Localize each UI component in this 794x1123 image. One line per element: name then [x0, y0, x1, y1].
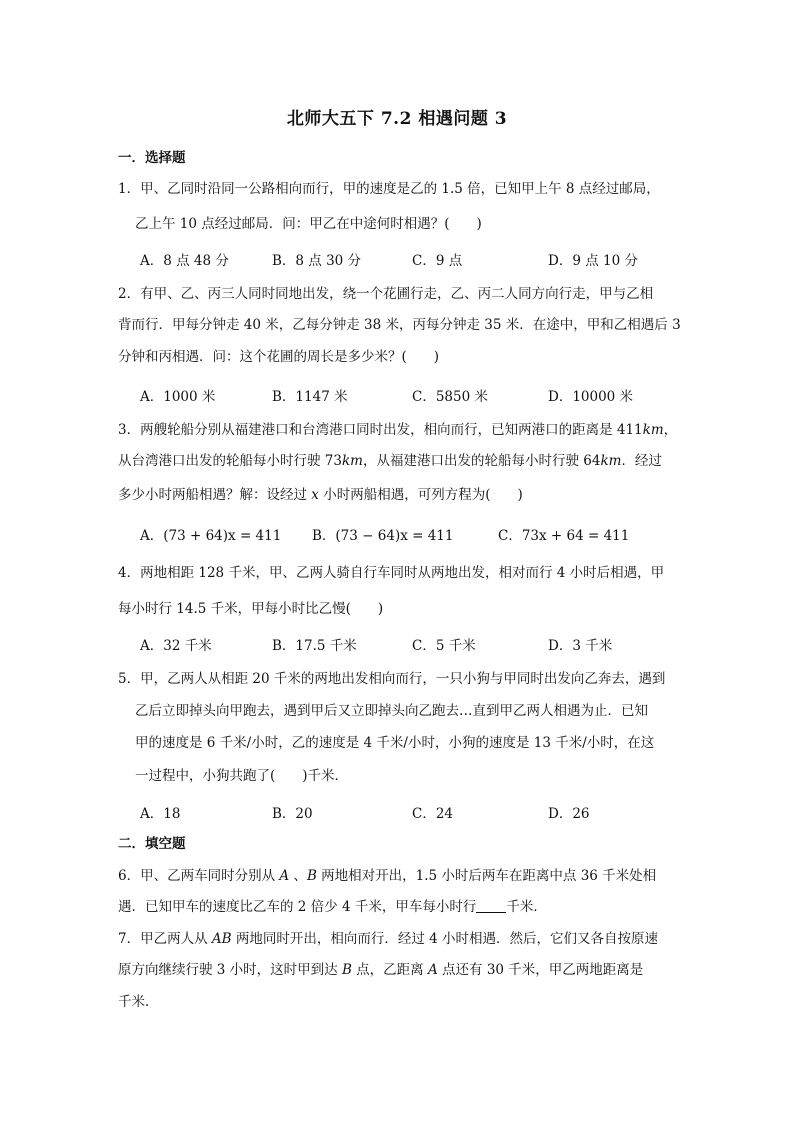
q7-line2-text-c: 点，乙距离 — [351, 962, 428, 978]
q3-line2-text-a: 从台湾港口出发的轮船每小时行驶 73 — [118, 453, 342, 469]
q3-line1 — [118, 418, 678, 438]
q5-line1: 5．甲，乙两人从相距 20 千米的两地出发相向而行，一只小狗与甲同时出发向乙奔去，遇到 — [118, 671, 666, 687]
q7-point-a: A — [427, 962, 438, 978]
q4-option-b: B．17.5 千米 — [272, 638, 357, 654]
q1-option-a: A．8 点 48 分 — [140, 253, 229, 269]
page-title: 北师大五下 7.2 相遇问题 3 — [286, 109, 508, 129]
q7-line1-text-a: 7．甲乙两人从 — [118, 931, 212, 947]
q6-line1-text-c: 、 — [289, 868, 307, 884]
q3-line3-text-c: 小时两船相遇，可列方程为( ) — [318, 487, 523, 503]
q6-point-b: B — [306, 868, 317, 884]
q2-option-d: D．10000 米 — [548, 389, 634, 405]
section-heading-choice: 一．选择题 — [118, 150, 186, 166]
q5-option-b: B．20 — [272, 806, 313, 822]
q4-option-c: C．5 千米 — [412, 638, 476, 654]
q2-option-b: B．1147 米 — [272, 389, 348, 405]
q7-line1-text-c: 两地同时开出，相向而行．经过 4 小时相遇．然后，它们又各自按原速 — [231, 931, 659, 947]
q7-line2-text-e: 点还有 30 千米，甲乙两地距离是 — [437, 962, 644, 978]
q6-line2-text-a: 遇．已知甲车的速度比乙车的 2 倍少 4 千米，甲车每小时行 — [118, 899, 477, 915]
q3-line3-text-a: 多少小时两船相遇？解：设经过 — [118, 487, 312, 503]
q3-line1-text: 3．两艘轮船分别从福建港口和台湾港口同时出发，相向而行，已知两港口的距离是 411 — [118, 422, 643, 438]
q2-option-a: A．1000 米 — [140, 389, 216, 405]
q5-line4: 一过程中，小狗共跑了( )千米． — [135, 768, 349, 784]
q7-line2-text-a: 原方向继续行驶 3 小时，这时甲到达 — [118, 962, 342, 978]
q4-option-a: A．32 千米 — [140, 638, 212, 654]
q3-option-c: C．73x + 64 = 411 — [498, 528, 630, 544]
q3-line1-tail: ， — [663, 422, 678, 438]
q1-option-d: D．9 点 10 分 — [548, 253, 638, 269]
q4-line2: 每小时行 14.5 千米，甲每小时比乙慢( ) — [118, 601, 384, 617]
q3-option-b: B．(73 − 64)x = 411 — [312, 528, 454, 544]
q6-point-a: A — [279, 868, 290, 884]
q3-line2 — [118, 449, 678, 469]
q1-line1: 1．甲、乙同时沿同一公路相向而行，甲的速度是乙的 1.5 倍，已知甲上午 8 点经过邮局， — [118, 181, 660, 197]
q3-unit-km-3: km — [600, 453, 622, 469]
q7-points-ab: AB — [211, 931, 232, 947]
q6-line2 — [118, 895, 678, 915]
q7-line2 — [118, 958, 678, 978]
q4-line1: 4．两地相距 128 千米，甲、乙两人骑自行车同时从两地出发，相对而行 4 小时后相遇，甲 — [118, 565, 665, 581]
q5-option-d: D．26 — [548, 806, 590, 822]
q6-line1-text-e: 两地相对开出，1.5 小时后两车在距离中点 36 千米处相 — [316, 868, 657, 884]
q7-line1 — [118, 927, 678, 947]
q3-unit-km: km — [642, 422, 664, 438]
q5-option-a: A．18 — [140, 806, 181, 822]
q2-line3: 分钟和丙相遇．问：这个花圃的周长是多少米？( ) — [118, 349, 440, 365]
q7-line3: 千米． — [118, 994, 159, 1010]
q3-line3 — [118, 483, 678, 503]
q3-unit-km-2: km — [341, 453, 363, 469]
q1-option-c: C．9 点 — [412, 253, 463, 269]
q2-line1: 2．有甲、乙、丙三人同时同地出发，绕一个花圃行走，乙、丙二人同方向行走，甲与乙相 — [118, 286, 654, 302]
section-heading-fill: 二．填空题 — [118, 836, 186, 852]
q4-option-d: D．3 千米 — [548, 638, 613, 654]
q3-option-a: A．(73 + 64)x = 411 — [140, 528, 282, 544]
q7-point-b: B — [341, 962, 352, 978]
q2-option-c: C．5850 米 — [412, 389, 488, 405]
q5-option-c: C．24 — [412, 806, 454, 822]
q2-line2: 背而行．甲每分钟走 40 米，乙每分钟走 38 米，丙每分钟走 35 米．在途中，甲和乙相遇后 3 — [118, 317, 681, 333]
q5-line2: 乙后立即掉头向甲跑去，遇到甲后又立即掉头向乙跑去…直到甲乙两人相遇为止．已知 — [135, 703, 648, 719]
q6-line1 — [118, 864, 678, 884]
q3-line2-text-c: ，从福建港口出发的轮船每小时行驶 64 — [362, 453, 601, 469]
q5-line3: 甲的速度是 6 千米/小时，乙的速度是 4 千米/小时，小狗的速度是 13 千米/小时，在这 — [135, 735, 655, 751]
q1-line2: 乙上午 10 点经过邮局．问：甲乙在中途何时相遇？( ) — [135, 216, 482, 232]
q3-line2-text-e: ．经过 — [621, 453, 662, 469]
q6-line1-text-a: 6．甲、乙两车同时分别从 — [118, 868, 280, 884]
q6-answer-blank[interactable] — [476, 900, 506, 913]
q3-variable-x: x — [311, 487, 319, 503]
q1-option-b: B．8 点 30 分 — [272, 253, 362, 269]
q6-line2-text-b: 千米． — [506, 899, 547, 915]
